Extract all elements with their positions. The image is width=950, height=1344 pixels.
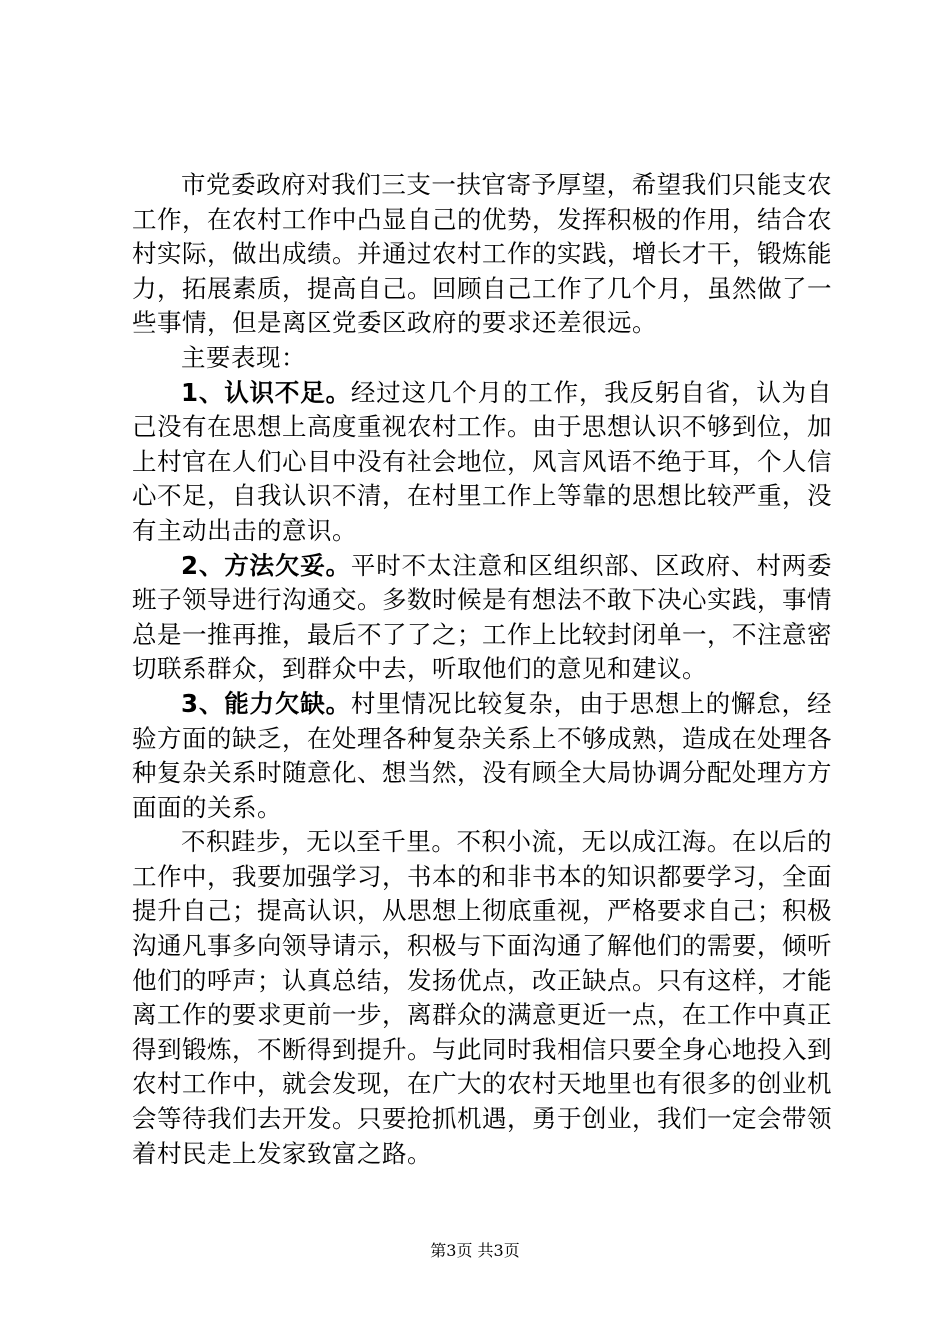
paragraph-text: 平时不太注意和区组织部、区政府、村两委班子领导进行沟通交。多数时候是有想法不敢下决心实践，事情总是一推再推，最后不了了之；工作上比较封闭单一，不注意密切联系群众，到群众中去，听取他们的意见和建议。 (132, 550, 833, 684)
point-heading: 2、方法欠妥。 (181, 550, 351, 580)
paragraph-main-performance (132, 341, 832, 376)
paragraph-text: 市党委政府对我们三支一扶官寄予厚望，希望我们只能支农工作，在农村工作中凸显自己的优势，发挥积极的作用，结合农村实际，做出成绩。并通过农村工作的实践，增长才干，锻炼能力，拓展素质，提高自己。回顾自己工作了几个月，虽然做了一些事情，但是离区党委区政府的要求还差很远。 (132, 170, 832, 338)
paragraph-conclusion (132, 825, 832, 1171)
document-body (132, 168, 832, 1171)
paragraph-text: 主要表现： (181, 342, 306, 372)
paragraph-point-3 (132, 687, 832, 825)
paragraph-text: 不积跬步，无以至千里。不积小流，无以成江海。在以后的工作中，我要加强学习，书本的和非书本的知识都要学习，全面提升自己；提高认识，从思想上彻底重视，严格要求自己；积极沟通凡事多向领导请示，积极与下面沟通了解他们的需要，倾听他们的呼声；认真总结，发扬优点，改正缺点。只有这样，才能离工作的要求更前一步，离群众的满意更近一点，在工作中真正得到锻炼，不断得到提升。与此同时我相信只要全身心地投入到农村工作中，就会发现，在广大的农村天地里也有很多的创业机会等待我们去开发。只要抢抓机遇，勇于创业，我们一定会带领着村民走上发家致富之路。 (132, 827, 832, 1168)
paragraph-point-1 (132, 376, 832, 549)
paragraph-point-2 (132, 549, 832, 687)
page-footer (0, 1241, 950, 1261)
point-heading: 1、认识不足。 (181, 377, 351, 407)
paragraph-text: 经过这几个月的工作，我反躬自省，认为自己没有在思想上高度重视农村工作。由于思想认识不够到位，加上村官在人们心目中没有社会地位，风言风语不绝于耳，个人信心不足，自我认识不清，在村里工作上等靠的思想比较严重，没有主动出击的意识。 (132, 377, 833, 545)
page-number-label: 第3页 共3页 (430, 1241, 520, 1260)
paragraph-intro (132, 168, 832, 341)
paragraph-text: 村里情况比较复杂，由于思想上的懈怠，经验方面的缺乏，在处理各种复杂关系上不够成熟，造成在处理各种复杂关系时随意化、想当然，没有顾全大局协调分配处理方方面面的关系。 (132, 688, 833, 822)
point-heading: 3、能力欠缺。 (181, 688, 351, 718)
